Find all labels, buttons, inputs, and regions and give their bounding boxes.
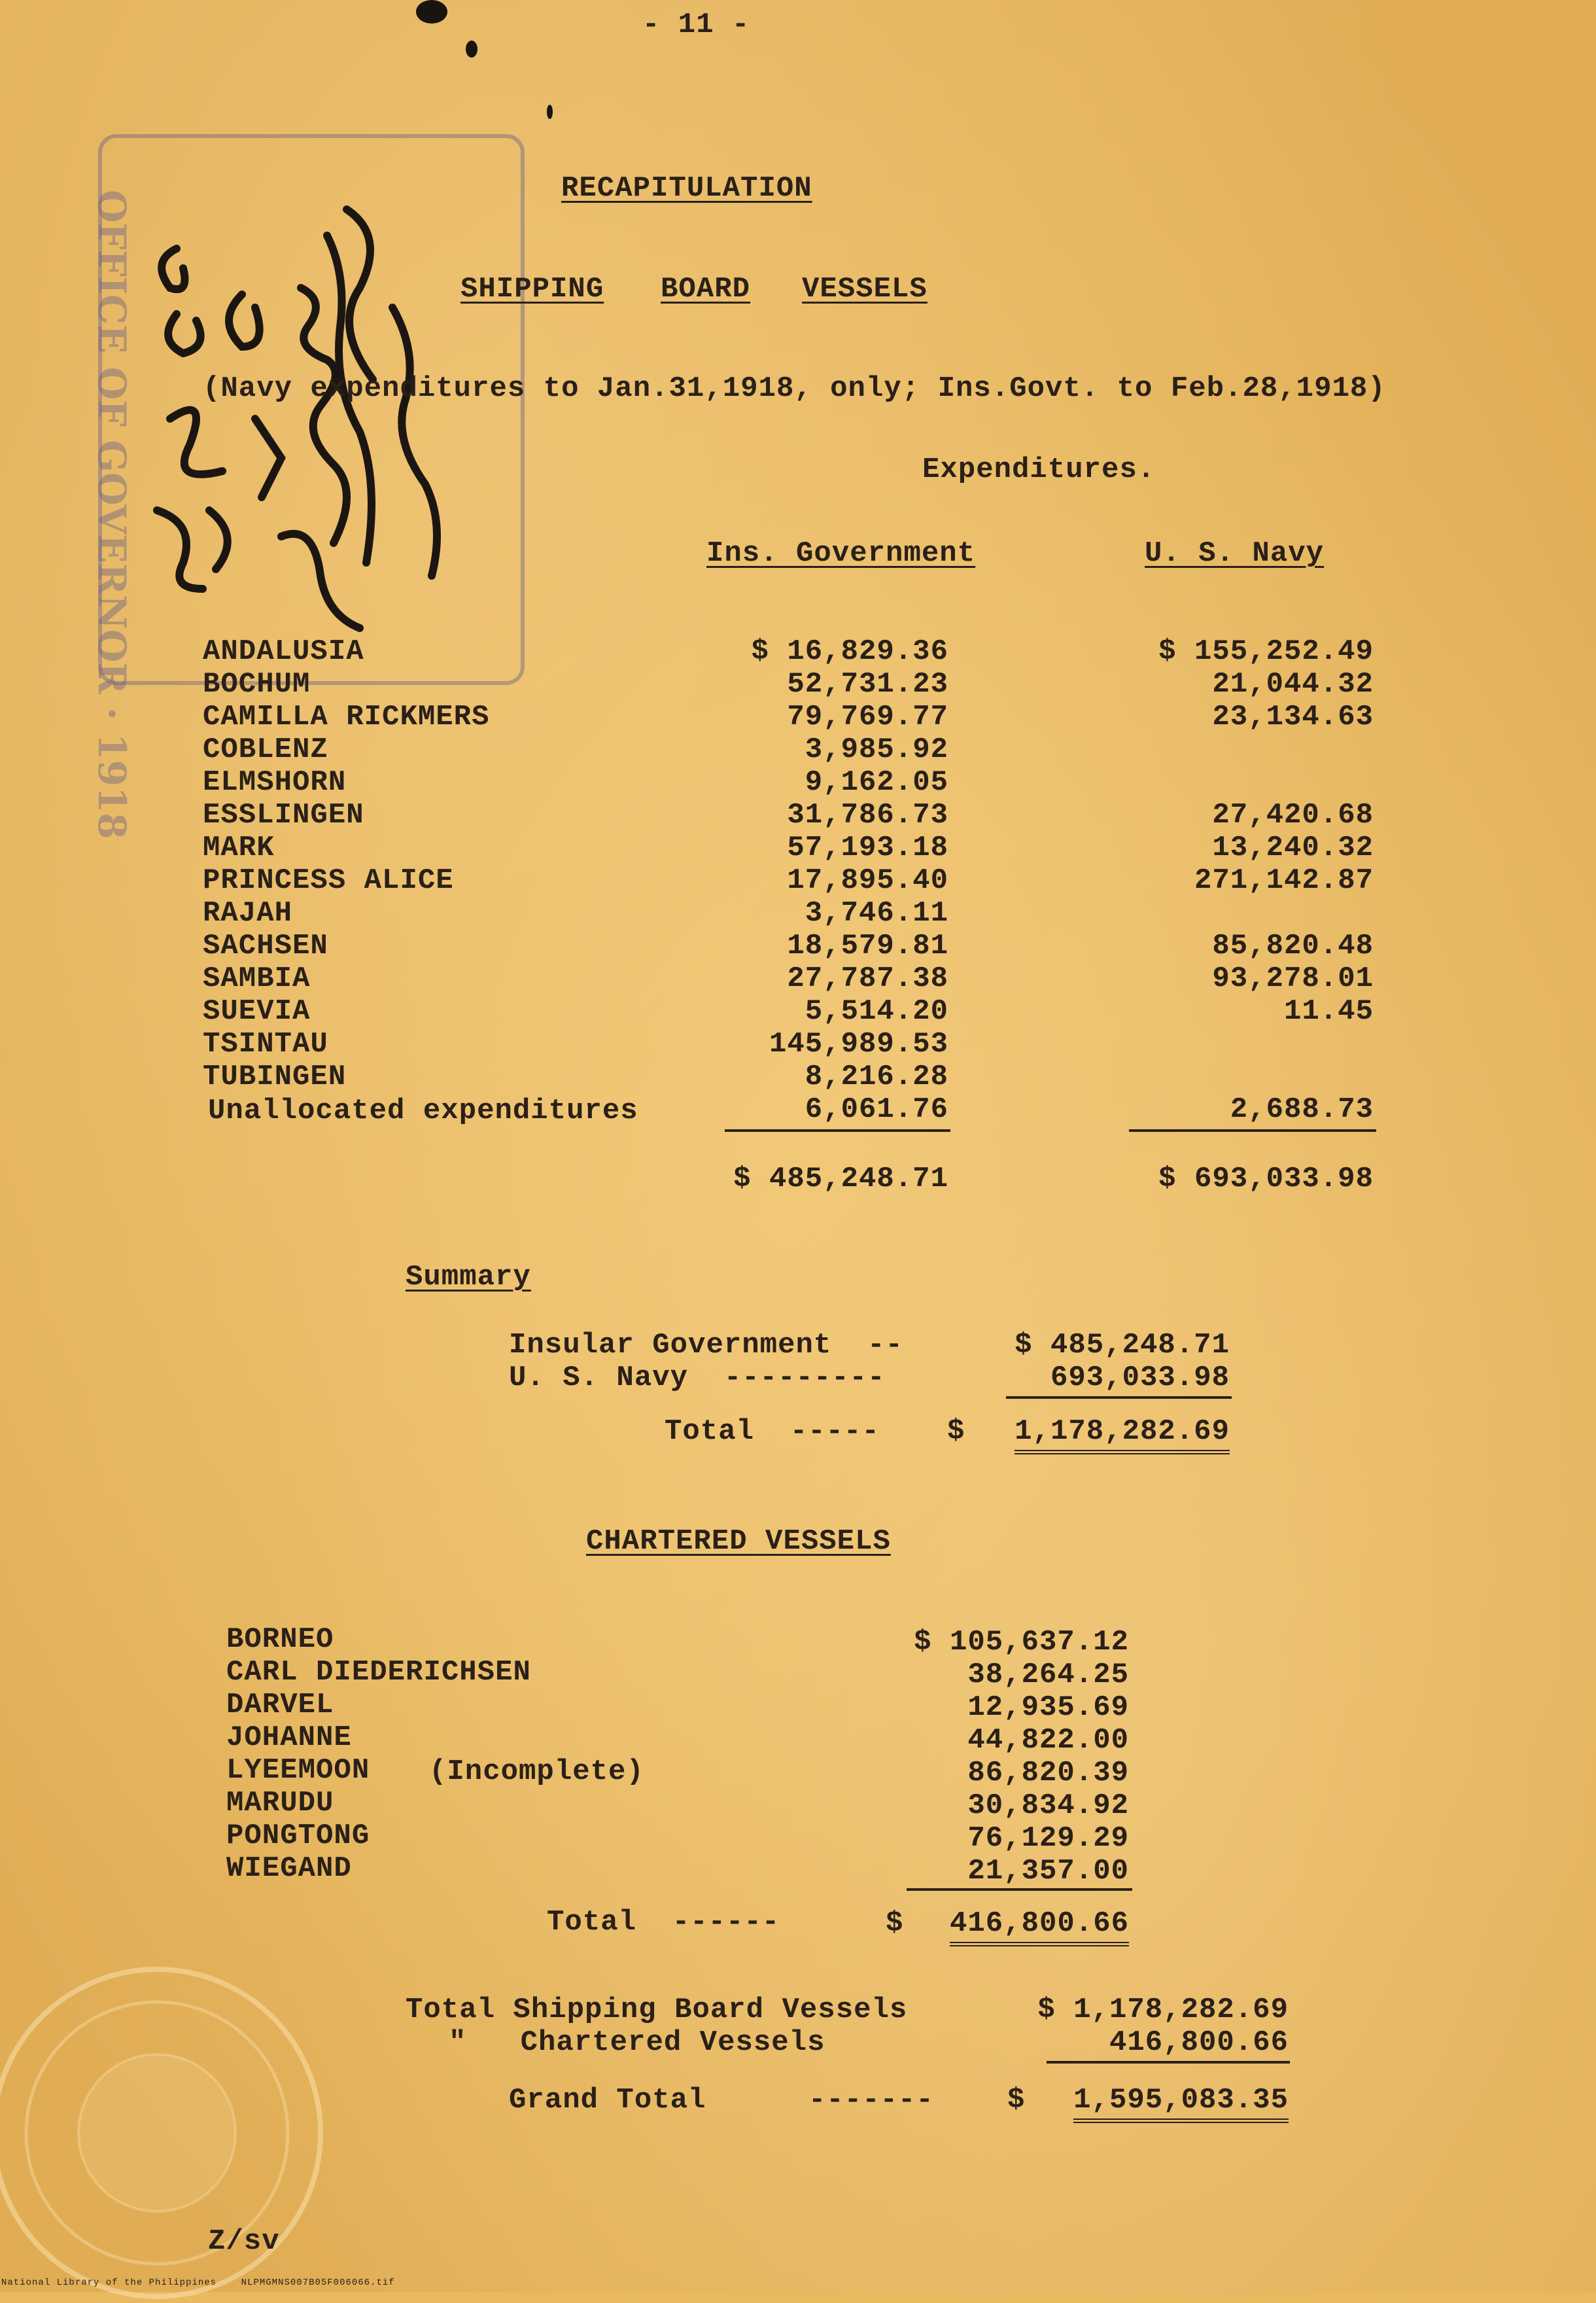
summary-heading: Summary [406,1261,531,1293]
vessel-name: ELMSHORN [203,766,347,799]
vessel-name: BOCHUM [203,668,311,701]
ins-value: $ 16,829.36 [751,635,948,668]
incomplete-note: (Incomplete) [429,1755,644,1788]
grand-total-value: 1,595,083.35 [1073,2083,1289,2123]
vessel-name: COBLENZ [203,733,328,766]
summary-navy-value: 693,033.98 [1050,1362,1230,1394]
ins-value: 17,895.40 [787,864,948,897]
ins-value: 5,514.20 [805,995,948,1028]
column-header-ins: Ins. Government [706,537,976,570]
column-header-navy: U. S. Navy [1145,537,1325,570]
grand-total-label: Grand Total [509,2084,706,2117]
ins-value: 18,579.81 [787,930,948,962]
ins-value: 27,787.38 [787,962,948,995]
ink-blot [416,0,447,24]
chartered-value: 44,822.00 [967,1724,1129,1757]
summary-total-dollar: $ [947,1415,965,1448]
vessel-name: PRINCESS ALICE [203,864,454,897]
summary-ins-label: Insular Government -- [509,1329,903,1362]
grand-total-dashes: ------- [808,2084,934,2117]
vessel-name: CAMILLA RICKMERS [203,701,490,733]
ink-blot [466,41,477,58]
sum-rule-navy [1129,1129,1376,1132]
grand-total-dollar: $ [1007,2084,1026,2117]
navy-value: $ 155,252.49 [1158,635,1374,668]
navy-value: 21,044.32 [1212,668,1374,701]
chartered-total-value: 416,800.66 [950,1907,1129,1946]
embossed-seal [0,1937,353,2303]
vessel-name: ANDALUSIA [203,635,364,668]
navy-value: 85,820.48 [1212,930,1374,962]
ins-value: 145,989.53 [769,1028,948,1061]
ink-blot [547,105,553,119]
vessel-name: SUEVIA [203,995,311,1028]
ins-value: 8,216.28 [805,1061,948,1093]
chartered-total-dollar: $ [886,1907,904,1940]
vessel-name: TSINTAU [203,1028,328,1061]
navy-value: 271,142.87 [1194,864,1374,897]
vessel-name: SAMBIA [203,962,311,995]
chartered-name: JOHANNE [226,1721,352,1754]
shipping-heading-word: SHIPPING [460,273,604,306]
sum-rule-ins [725,1129,950,1132]
chartered-name: LYEEMOON [226,1754,370,1787]
grand-rule [1047,2061,1290,2064]
chartered-heading: CHARTERED VESSELS [586,1525,891,1558]
grand-sb-value: $ 1,178,282.69 [1037,1994,1289,2026]
grand-sb-label: Total Shipping Board Vessels [406,1994,908,2026]
page-title: RECAPITULATION [561,172,812,205]
handwritten-annotation [131,144,497,785]
vessel-name: SACHSEN [203,930,328,962]
ins-value: 3,985.92 [805,733,948,766]
vessel-name: Unallocated expenditures [208,1095,638,1127]
shipping-heading-word: VESSELS [802,273,928,306]
chartered-name: MARUDU [226,1787,334,1820]
chartered-value: 12,935.69 [967,1691,1129,1724]
chartered-value: 38,264.25 [967,1659,1129,1691]
grand-ch-label: " Chartered Vessels [449,2026,825,2059]
chartered-value: 30,834.92 [967,1789,1129,1822]
chartered-name: BORNEO [226,1623,334,1656]
vessel-name: RAJAH [203,897,293,930]
date-note: (Navy expenditures to Jan.31,1918, only; Ins.Govt. to Feb.28,1918) [203,372,1386,405]
archive-footer: National Library of the Philippines NLPMGMNS007B05F006066.tif [1,2277,395,2288]
summary-total-label: Total ----- [665,1415,880,1448]
chartered-name: PONGTONG [226,1820,370,1852]
summary-ins-value: $ 485,248.71 [1015,1329,1230,1362]
ins-value: 79,769.77 [787,701,948,733]
ins-value: 57,193.18 [787,832,948,864]
chartered-name: WIEGAND [226,1852,352,1885]
expenditures-label: Expenditures. [922,453,1156,486]
total-ins: $ 485,248.71 [733,1163,948,1195]
typist-initials: Z/sv [208,2225,280,2258]
ins-value: 6,061.76 [805,1093,948,1126]
navy-value: 23,134.63 [1212,701,1374,733]
chartered-value: 76,129.29 [967,1822,1129,1855]
summary-navy-label: U. S. Navy --------- [509,1362,886,1394]
navy-value: 27,420.68 [1212,799,1374,832]
ins-value: 9,162.05 [805,766,948,799]
chartered-value: 86,820.39 [967,1757,1129,1789]
navy-value: 13,240.32 [1212,832,1374,864]
grand-ch-value: 416,800.66 [1109,2026,1289,2059]
stamp-lettering: OFFICE OF GOVERNOR · 1918 [90,190,134,839]
navy-value: 2,688.73 [1230,1093,1374,1126]
chartered-name: CARL DIEDERICHSEN [226,1656,531,1689]
chartered-value: 21,357.00 [967,1855,1129,1888]
navy-value: 11.45 [1283,995,1374,1028]
total-navy: $ 693,033.98 [1158,1163,1374,1195]
chartered-name: DARVEL [226,1689,334,1721]
vessel-name: MARK [203,832,275,864]
chartered-total-label: Total ------ [547,1906,780,1939]
vessel-name: ESSLINGEN [203,799,364,832]
summary-rule [1006,1396,1232,1399]
ins-value: 52,731.23 [787,668,948,701]
ins-value: 3,746.11 [805,897,948,930]
shipping-heading-word: BOARD [661,273,751,306]
ins-value: 31,786.73 [787,799,948,832]
page-number: - 11 - [642,9,750,41]
vessel-name: TUBINGEN [203,1061,347,1093]
navy-value: 93,278.01 [1212,962,1374,995]
summary-total-value: 1,178,282.69 [1015,1415,1230,1454]
chartered-value: $ 105,637.12 [914,1626,1129,1659]
chartered-rule [907,1888,1132,1891]
